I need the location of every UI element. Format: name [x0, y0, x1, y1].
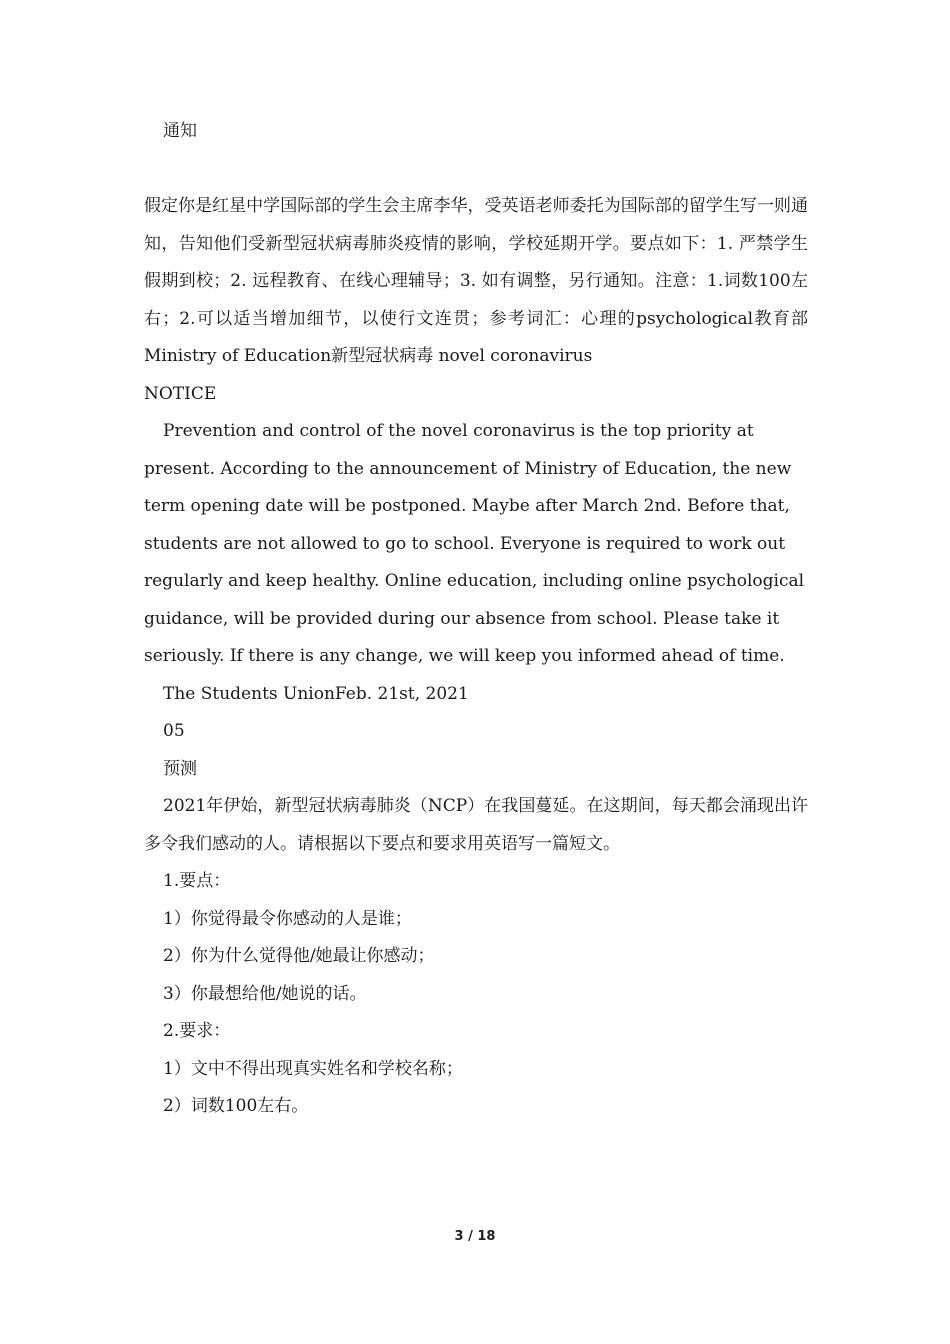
page-indicator: 3 / 18: [454, 1229, 496, 1244]
prediction-prompt: 2021年伊始，新型冠状病毒肺炎（NCP）在我国蔓延。在这期间，每天都会涌现出许多令我们感动的人。请根据以下要点和要求用英语写一篇短文。: [144, 796, 808, 854]
points-heading: 1.要点：: [163, 871, 231, 891]
task-intro: 假定你是红星中学国际部的学生会主席李华，受英语老师委托为国际部的留学生写一则通知，告知他们受新型冠状病毒肺炎疫情的影响，学校延期开学。要点如下：1. 严禁学生假期到校；2. 远程教育、在线心理辅导；3. 如有调整，另行通知。注意：1.词数100左右；2.可以适当增加细节，以使行文连贯；参考词汇：心理的psychological教育部 Ministry of Education新型冠状病毒 novel coronavirus: [144, 196, 814, 366]
notice-heading: NOTICE: [144, 383, 217, 404]
section-number: 05: [163, 721, 185, 741]
spacer: [144, 150, 808, 188]
point-item: 1）你觉得最令你感动的人是谁；: [163, 908, 412, 929]
point-item: 2）你为什么觉得他/她最让你感动；: [163, 946, 435, 966]
point-item: 3）你最想给他/她说的话。: [163, 983, 367, 1004]
document-body: [144, 112, 814, 1126]
requirement-item: 1）文中不得出现真实姓名和学校名称；: [163, 1058, 463, 1079]
requirements-heading: 2.要求：: [163, 1021, 231, 1041]
requirement-item: 2）词数100左右。: [163, 1096, 309, 1116]
doc-title: 通知: [163, 121, 197, 141]
notice-body: Prevention and control of the novel coronavirus is the top priority at present. According to the announcement of Ministry of Education, the new term opening date will be postponed. Maybe after March 2nd. Before that, students are not allowed to go to school. Everyone is required to work out regularly and keep healthy. Online education, including online psychological guidance, will be provided during our absence from school. Please take it seriously. If there is any change, we will keep you informed ahead of time.: [144, 421, 810, 666]
section-title: 预测: [163, 758, 197, 779]
notice-signature: The Students UnionFeb. 21st, 2021: [163, 683, 469, 704]
